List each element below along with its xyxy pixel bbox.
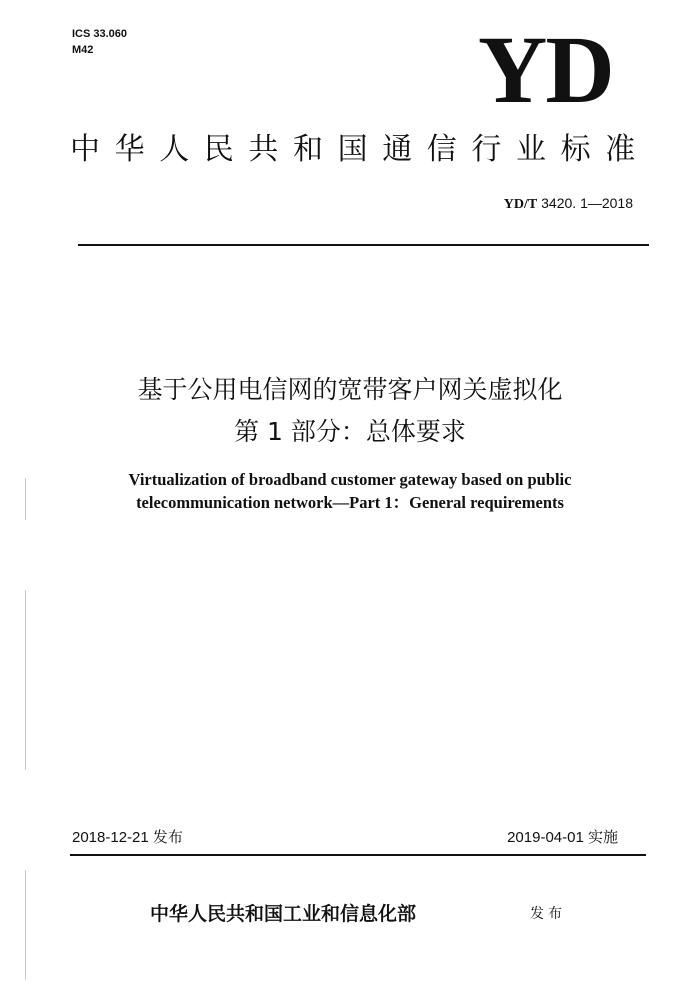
title-cn-line1: 基于公用电信网的宽带客户网关虚拟化	[137, 375, 563, 404]
yd-logo: YD	[478, 16, 613, 123]
standard-code	[448, 194, 633, 214]
scan-artifact	[25, 590, 26, 770]
scan-artifact	[25, 870, 26, 980]
title-cn-line2: 第 1 部分：总体要求	[234, 417, 466, 446]
publish-date: 2018-12-21 发布	[72, 829, 183, 846]
bottom-divider	[70, 854, 646, 856]
classification-codes	[72, 26, 127, 58]
ics-code: ICS 33.060	[72, 28, 128, 40]
top-divider	[78, 244, 649, 246]
publish-label: 发布	[530, 906, 566, 922]
title-en-line1: Virtualization of broadband customer gateway based on public	[128, 470, 572, 489]
ccs-code: M42	[72, 44, 94, 56]
implement-date: 2019-04-01 实施	[507, 829, 618, 846]
standard-prefix: YD/T	[503, 197, 538, 212]
issuer: 中华人民共和国工业和信息化部	[150, 903, 417, 925]
title-en-line2: telecommunication network—Part 1：General requirements	[136, 493, 564, 512]
standard-number: 3420. 1—2018	[541, 195, 633, 211]
organization-title: 中华人民共和国通信行业标准	[70, 132, 650, 167]
